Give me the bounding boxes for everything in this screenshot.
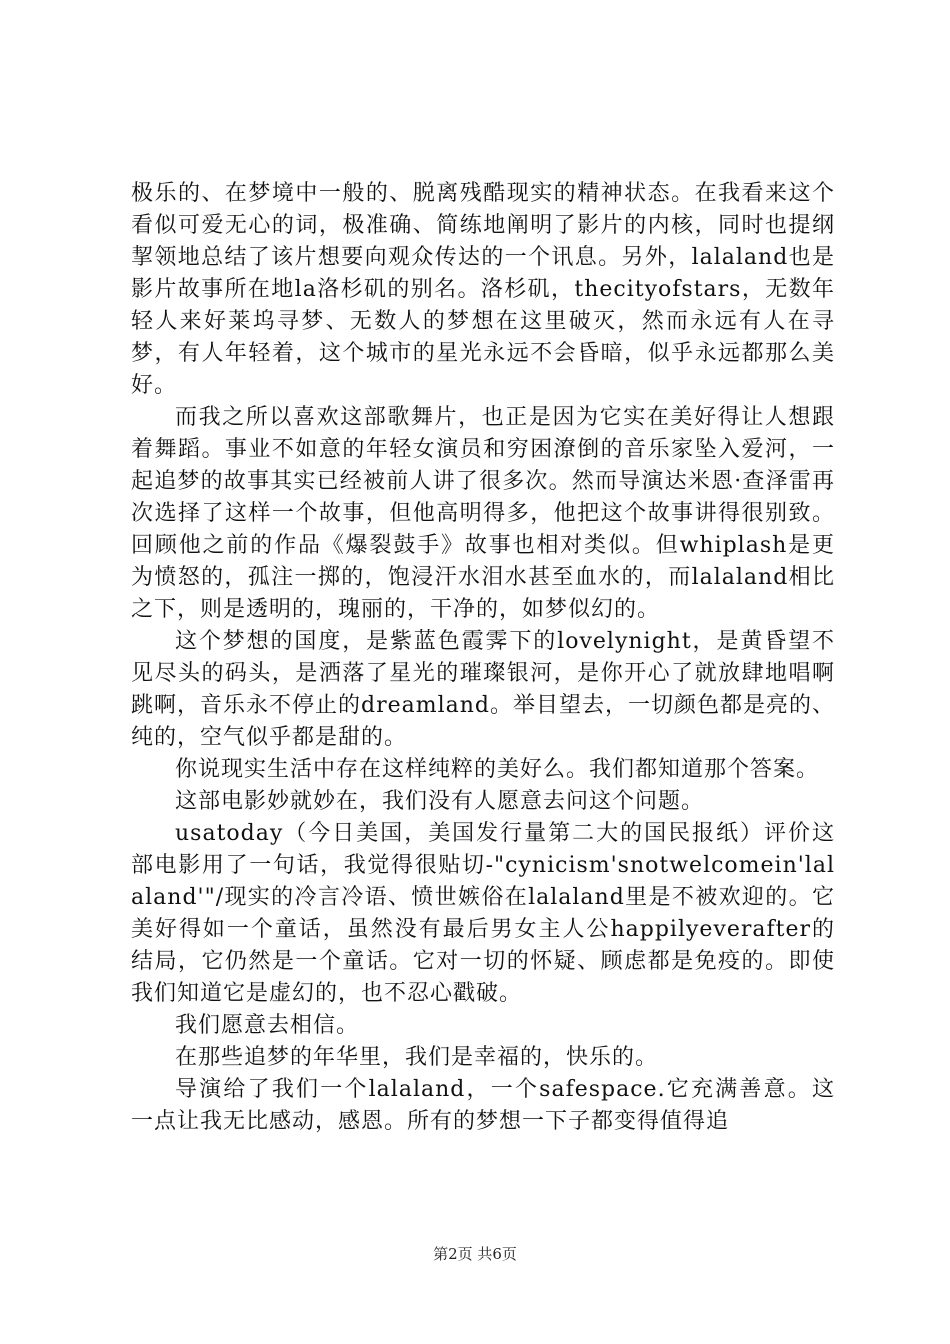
paragraph: usatoday（今日美国，美国发行量第二大的国民报纸）评价这部电影用了一句话，我觉得很贴切-"cynicism'snotwelcomein'lalaland'"/现实的冷言冷语、愤世嫉俗在lalaland里是不被欢迎的。它美好得如一个童话，虽然没有最后男女主人公happilyeverafter的结局，它仍然是一个童话。它对一切的怀疑、顾虑都是免疫的。即使我们知道它是虚幻的，也不忍心戳破。 xyxy=(131,821,835,1006)
paragraph: 在那些追梦的年华里，我们是幸福的，快乐的。 xyxy=(175,1045,659,1070)
paragraph: 这个梦想的国度，是紫蓝色霞霁下的lovelynight，是黄昏望不见尽头的码头，是洒落了星光的璀璨银河，是你开心了就放肆地唱啊跳啊，音乐永不停止的dreamland。举目望去，一切颜色都是亮的、纯的，空气似乎都是甜的。 xyxy=(131,629,836,750)
paragraph: 极乐的、在梦境中一般的、脱离残酷现实的精神状态。在我看来这个看似可爱无心的词，极准确、简练地阐明了影片的内核，同时也提纲挈领地总结了该片想要向观众传达的一个讯息。另外，lalaland也是影片故事所在地la洛杉矶的别名。洛杉矶，thecityofstars，无数年轻人来好莱坞寻梦、无数人的梦想在这里破灭，然而永远有人在寻梦，有人年轻着，这个城市的星光永远不会昏暗，似乎永远都那么美好。 xyxy=(131,181,835,398)
paragraph: 我们愿意去相信。 xyxy=(175,1013,360,1038)
paragraph: 导演给了我们一个lalaland，一个safespace.它充满善意。这一点让我无比感动，感恩。所有的梦想一下子都变得值得追 xyxy=(131,1077,835,1134)
page-number-footer: 第2页 共6页 xyxy=(433,1245,517,1263)
paragraph: 这部电影妙就妙在，我们没有人愿意去问这个问题。 xyxy=(175,789,705,814)
paragraph: 而我之所以喜欢这部歌舞片，也正是因为它实在美好得让人想跟着舞蹈。事业不如意的年轻女演员和穷困潦倒的音乐家坠入爱河，一起追梦的故事其实已经被前人讲了很多次。然而导演达米恩·查泽雷再次选择了这样一个故事，但他高明得多，他把这个故事讲得很别致。回顾他之前的作品《爆裂鼓手》故事也相对类似。但whiplash是更为愤怒的，孤注一掷的，饱浸汗水泪水甚至血水的，而lalaland相比之下，则是透明的，瑰丽的，干净的，如梦似幻的。 xyxy=(131,405,835,622)
paragraph: 你说现实生活中存在这样纯粹的美好么。我们都知道那个答案。 xyxy=(175,757,820,782)
document-body xyxy=(131,178,835,1138)
